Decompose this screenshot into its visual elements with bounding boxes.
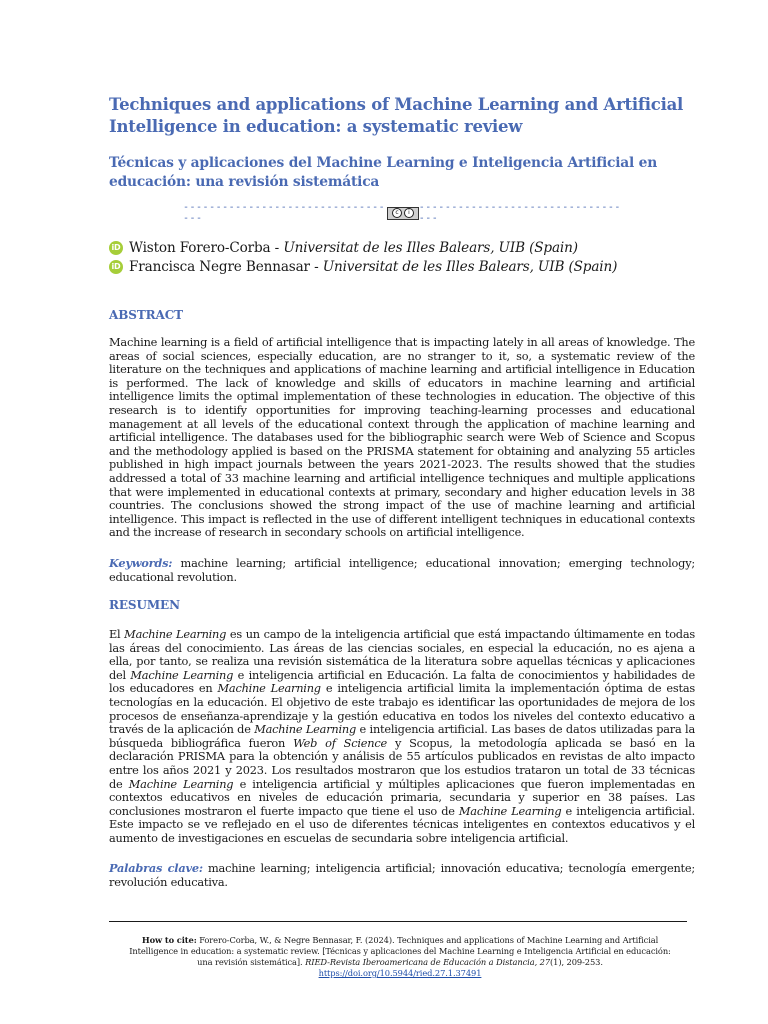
abstract-text: Machine learning is a field of artificial intelligence that is impacting lately in all areas of knowledge. The areas of social sciences, especially education, are no stranger to it, so, a systematic review of the literature on the techniques and applications of machine learning and artificial intelligence in Education is performed. The lack of knowledge and skills of educators in machine learning and artificial intelligence limits the optimal implementation of these technologies in education. The objective of this research is to identify opportunities for improving teaching-learning processes and educational management at all levels of the educational context through the application of machine learning and artificial intelligence. The databases used for the bibliographic search were Web of Science and Scopus and the methodology applied is based on the PRISMA statement for obtaining and analyzing 55 articles published in high impact journals between the years 2021-2023. The results showed that the studies addressed a total of 33 machine learning and artificial intelligence techniques and multiple applications that were implemented in educational contexts at primary, secondary and higher education levels in 38 countries. The conclusions showed the strong impact of the use of machine learning and artificial intelligence. This impact is reflected in the use of different intelligent techniques in educational contexts and the increase of research in secondary schools on artificial intelligence.	[109, 335, 695, 540]
resumen-text-run: e inteligencia artificial en Educación. La falta de conocimientos y habilidades de los educadores en	[109, 667, 695, 696]
author-affiliation: Universitat de les Illes Balears, UIB (Spain)	[283, 240, 578, 256]
keywords-list: machine learning; artificial intelligence; educational innovation; emerging technology; educational revolution.	[109, 556, 695, 584]
resumen-text-run: es un campo de la inteligencia artificial que está impactando últimamente en todas las áreas del conocimiento. Las áreas de las ciencias sociales, en especial la educación, no es ajena a ella, por tanto, se realiza una revisión sistemática de la literatura sobre aquellas técnicas y aplicaciones del	[109, 627, 695, 682]
author-line	[109, 239, 709, 257]
author-line	[109, 258, 709, 276]
resumen-italic-term: Web of Science	[293, 735, 387, 750]
divider-dashes-right: ----------------------------------	[418, 202, 621, 224]
footer-rule	[109, 921, 687, 922]
resumen-italic-term: Machine Learning	[124, 627, 227, 641]
title-divider	[183, 204, 623, 222]
resumen-text-run: e inteligencia artificial. Las bases de datos utilizadas para la búsqueda bibliográfica fueron	[109, 722, 695, 750]
cite-journal: RIED-Revista Iberoamericana de Educación a Distancia, 27	[305, 957, 551, 967]
resumen-italic-term: Machine Learning	[254, 722, 357, 737]
resumen-text	[109, 628, 695, 846]
author-affiliation: Universitat de les Illes Balears, UIB (Spain)	[322, 259, 618, 275]
orcid-icon[interactable]: iD	[109, 260, 123, 274]
resumen-italic-term: Machine Learning	[458, 803, 562, 818]
doi-link[interactable]: https://doi.org/10.5944/ried.27.1.37491	[318, 968, 482, 978]
how-to-cite	[125, 935, 675, 979]
resumen-text-run: y Scopus, la metodología aplicada se basó en la declaración PRISMA para la obtención y análisis de 55 artículos publicados en revistas de alto impacto entre los años 2021 y 2023. Los resultados mostraron que los estudios trataron un total de 33 técnicas de	[109, 735, 695, 791]
resumen-italic-term: Machine Learning	[217, 681, 321, 696]
cite-label: How to cite:	[141, 935, 197, 945]
author-name: Francisca Negre Bennasar	[129, 259, 310, 275]
resumen-keywords	[109, 862, 695, 889]
resumen-text-run: e inteligencia artificial. Este impacto se ve reflejado en el uso de diferentes técnicas inteligentes en contextos educativos y el aumento de investigaciones en escuelas de secundaria sobre inteligencia artificial.	[109, 803, 695, 845]
palabras-clave-list: machine learning; inteligencia artificial; innovación educativa; tecnología emergente; revolución educativa.	[109, 861, 695, 889]
abstract-keywords	[109, 557, 695, 584]
abstract-heading: ABSTRACT	[109, 308, 184, 322]
resumen-italic-term: Machine Learning	[130, 667, 234, 682]
orcid-icon[interactable]: iD	[109, 241, 123, 255]
palabras-clave-label: Palabras clave:	[109, 861, 203, 875]
author-separator: -	[270, 240, 284, 256]
author-name: Wiston Forero-Corba	[129, 240, 271, 256]
keywords-label: Keywords:	[109, 556, 173, 570]
paper-title-spanish: Técnicas y aplicaciones del Machine Learning e Inteligencia Artificial en educación: una revisión sistemática	[109, 155, 658, 190]
paper-title-english: Techniques and applications of Machine Learning and Artificial Intelligence in education: a systematic review	[109, 95, 684, 136]
resumen-italic-term: Machine Learning	[128, 776, 234, 791]
resumen-text-run: e inteligencia artificial limita la implementación óptima de estas tecnologías en la educación. El objetivo de este trabajo es identificar las oportunidades de mejora de los procesos de enseñanza-aprendizaje y la gestión educativa en todos los niveles del contexto educativo a través de la aplicación de	[109, 681, 695, 737]
divider-dashes-left: ----------------------------------	[183, 202, 386, 224]
resumen-text-run: e inteligencia artificial y múltiples aplicaciones que fueron implementadas en contextos educativos en niveles de educación primaria, secundaria y superior en 38 países. Las conclusiones mostraron el fuerte impacto que tiene el uso de	[109, 776, 696, 818]
resumen-heading: RESUMEN	[109, 598, 180, 612]
cite-issue: (1), 209-253.	[550, 957, 603, 967]
author-separator: -	[309, 259, 323, 275]
resumen-text-run: El	[109, 627, 125, 641]
creative-commons-icon[interactable]: c i	[387, 207, 418, 220]
cite-text: Forero-Corba, W., & Negre Bennasar, F. (2024). Techniques and applications of Machine Learning and Artificial Intelligence in education: a systematic review. [Técnicas y aplicaciones del Machine Learning e Inteligencia Artificial en educación: una revisión sistemática].	[129, 935, 671, 967]
